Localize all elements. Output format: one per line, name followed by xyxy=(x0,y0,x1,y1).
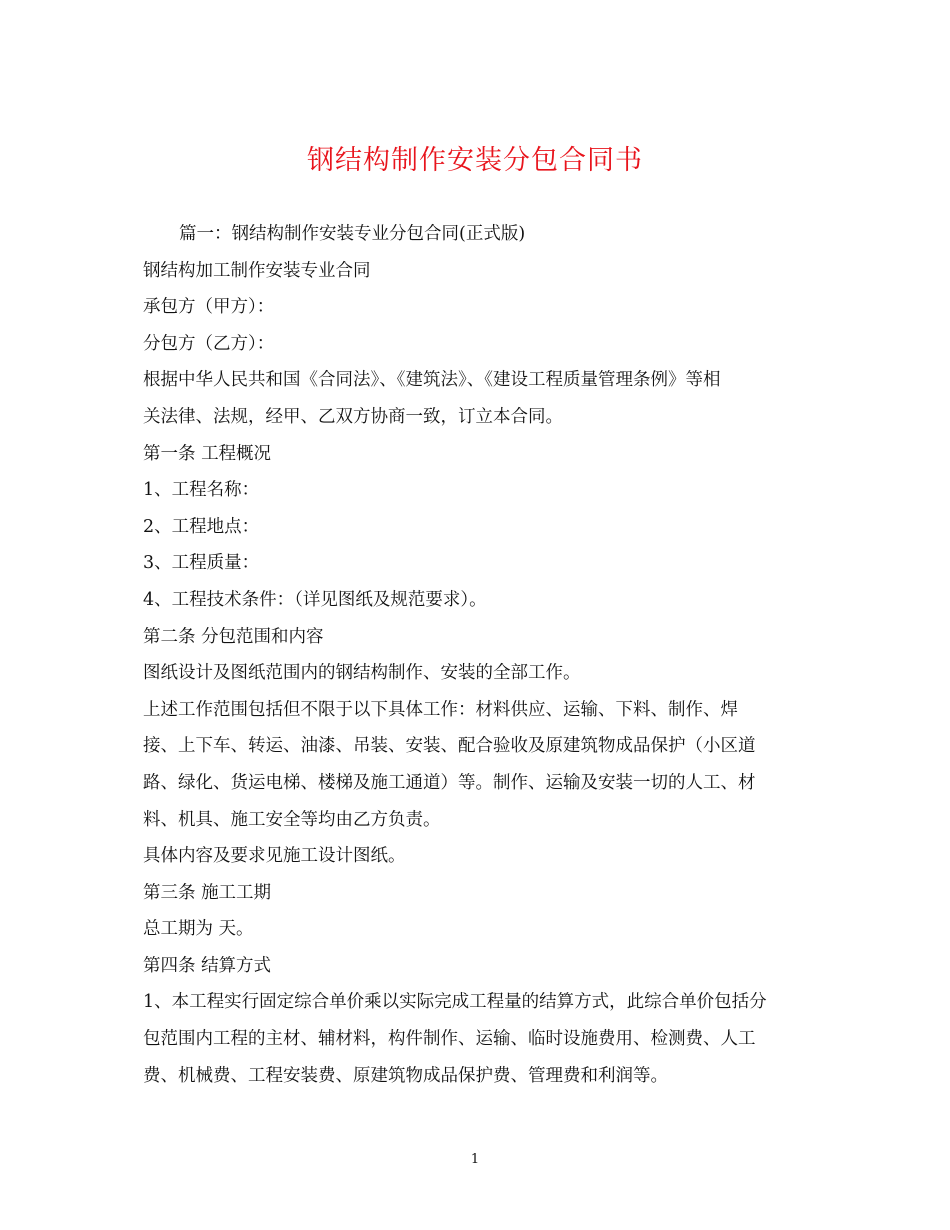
technical-conditions-line: 4、工程技术条件：（详见图纸及规范要求）。 xyxy=(143,589,487,610)
document-body xyxy=(143,216,813,1094)
settlement-line-3: 费、机械费、工程安装费、原建筑物成品保护费、管理费和利润等。 xyxy=(143,1065,668,1086)
preamble-line-1: 根据中华人民共和国《合同法》、《建筑法》、《建设工程质量管理条例》等相 xyxy=(143,370,721,391)
article-3-heading: 第三条 施工工期 xyxy=(143,882,272,903)
project-name-line: 1、工程名称： xyxy=(143,480,260,501)
settlement-line-1: 1、本工程实行固定综合单价乘以实际完成工程量的结算方式，此综合单价包括分 xyxy=(143,992,767,1013)
scope-line-1: 图纸设计及图纸范围内的钢结构制作、安装的全部工作。 xyxy=(143,663,581,684)
article-1-heading: 第一条 工程概况 xyxy=(143,443,272,464)
article-2-heading: 第二条 分包范围和内容 xyxy=(143,626,324,647)
section-heading-part-one: 篇一：钢结构制作安装专业分包合同(正式版) xyxy=(179,224,526,244)
document-title: 钢结构制作安装分包合同书 xyxy=(307,145,643,176)
scope-detail-line-1: 上述工作范围包括但不限于以下具体工作：材料供应、运输、下料、制作、焊 xyxy=(143,699,738,720)
contract-name-line: 钢结构加工制作安装专业合同 xyxy=(143,260,371,281)
duration-line: 总工期为 天。 xyxy=(143,919,254,940)
scope-reference-line: 具体内容及要求见施工设计图纸。 xyxy=(143,846,406,867)
party-b-line: 分包方（乙方）： xyxy=(143,333,275,354)
scope-detail-line-4: 料、机具、施工安全等均由乙方负责。 xyxy=(143,809,441,830)
project-quality-line: 3、工程质量： xyxy=(143,553,260,574)
page-number: 1 xyxy=(470,1152,480,1167)
article-4-heading: 第四条 结算方式 xyxy=(143,955,272,976)
preamble-line-2: 关法律、法规，经甲、乙双方协商一致，订立本合同。 xyxy=(143,406,563,427)
settlement-line-2: 包范围内工程的主材、辅材料，构件制作、运输、临时设施费用、检测费、人工 xyxy=(143,1029,756,1050)
scope-detail-line-3: 路、绿化、货运电梯、楼梯及施工通道）等。制作、运输及安装一切的人工、材 xyxy=(143,772,756,793)
project-location-line: 2、工程地点： xyxy=(143,516,260,537)
party-a-line: 承包方（甲方）： xyxy=(143,297,275,318)
scope-detail-line-2: 接、上下车、转运、油漆、吊装、安装、配合验收及原建筑物成品保护（小区道 xyxy=(143,736,756,757)
